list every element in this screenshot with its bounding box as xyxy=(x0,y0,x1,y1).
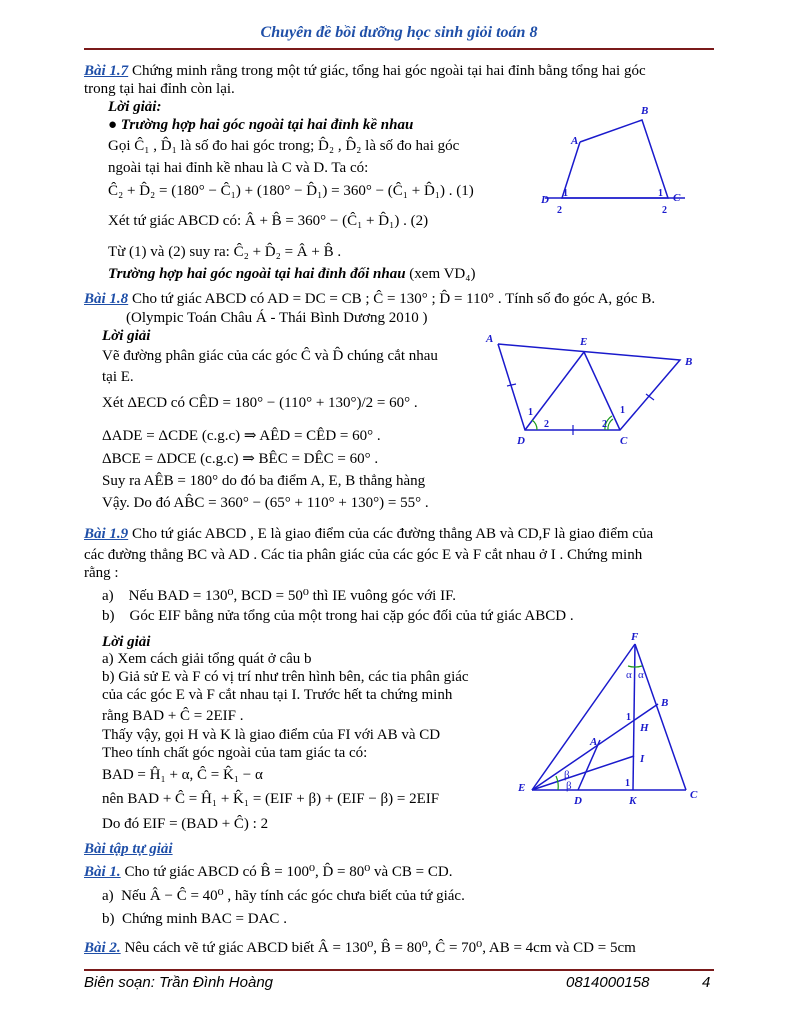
b19-FE xyxy=(532,644,635,790)
b19-label-B: B xyxy=(661,697,669,709)
b17-case2-note: (xem VD₄) xyxy=(405,266,476,282)
b19-line3: của các góc E và F cắt nhau tại I. Trước hết ta chứng minh xyxy=(102,687,453,703)
b19-qb-label: b) xyxy=(102,608,115,624)
b18-quad xyxy=(498,344,680,430)
b17-statement-line2: trong tại hai đỉnh còn lại. xyxy=(84,81,235,97)
self-b2-label: Bài 2. xyxy=(84,940,121,956)
b18-line3: Xét ΔECD có CÊD = 180° − (110° + 130°)/2 = 60° . xyxy=(102,395,418,411)
b19-statement-line2: các đường thẳng BC và AD . Các tia phân giác của các góc E và F cắt nhau ở I . Chứng minh xyxy=(84,547,643,563)
b19-line2: b) Giả sử E và F có vị trí như trên hình bên, các tia phân giác xyxy=(102,669,469,685)
b19-angle-H1: 1 xyxy=(626,712,631,723)
self-b1b-line xyxy=(102,910,287,928)
b17-angle-D2: 2 xyxy=(557,205,562,216)
b19-label-C: C xyxy=(690,789,698,801)
b19-line8: nên BAD + Ĉ = Ĥ₁ + K̂₁ = (EIF + β) + (EIF − β) = 2EIF xyxy=(102,791,440,807)
b18-arc-C xyxy=(608,419,613,430)
b18-line5: ΔBCE = ΔDCE (c.g.c) ⇒ BÊC = DÊC = 60° . xyxy=(102,451,379,467)
b19-label-I: I xyxy=(640,753,645,765)
b18-label-A: A xyxy=(486,333,494,345)
b17-statement-line1 xyxy=(84,62,646,80)
b17-line5: Từ (1) và (2) suy ra: Ĉ₂ + D̂₂ = Â + B̂ . xyxy=(108,244,342,260)
b17-label-D: D xyxy=(541,194,549,206)
footer-phone: 0814000158 xyxy=(566,974,650,991)
b19-FK xyxy=(633,644,635,790)
self-practice-title: Bài tập tự giải xyxy=(84,841,173,857)
b19-line7: BAD = Ĥ₁ + α, Ĉ = K̂₁ − α xyxy=(102,767,263,783)
b19-label: Bài 1.9 xyxy=(84,526,129,542)
b19-line6: Theo tính chất góc ngoài của tam giác ta có: xyxy=(102,745,368,761)
b18-label-D: D xyxy=(517,435,525,447)
b17-case2-line xyxy=(108,265,476,283)
b19-alpha-1: α xyxy=(626,669,632,681)
b17-angle-C1: 1 xyxy=(658,188,663,199)
b19-text1: Cho tứ giác ABCD , E là giao điểm của các đường thẳng AB và CD,F là giao điểm của xyxy=(128,526,654,542)
b18-angle-C1: 1 xyxy=(620,405,625,416)
b19-label-F: F xyxy=(631,631,639,643)
b18-figure xyxy=(480,330,700,450)
footer-page-number: 4 xyxy=(702,974,711,991)
header-rule xyxy=(84,48,714,50)
b19-statement-line3: rằng : xyxy=(84,565,119,581)
footer-author: Biên soạn: Trần Đình Hoàng xyxy=(84,974,274,991)
b19-line5: Thấy vậy, gọi H và K là giao điểm của FI với AB và CD xyxy=(102,727,441,743)
b19-statement-line1 xyxy=(84,525,653,543)
self-b2-line xyxy=(84,939,636,957)
b17-label-A: A xyxy=(571,135,579,147)
page-header: Chuyên đề bồi dưỡng học sinh giỏi toán 8 xyxy=(260,24,538,41)
self-b1a-line xyxy=(102,887,465,905)
b17-label-C: C xyxy=(673,192,681,204)
b17-angle-C2: 2 xyxy=(662,205,667,216)
b18-label-E: E xyxy=(580,336,588,348)
b18-line6: Suy ra AÊB = 180° do đó ba điểm A, E, B thẳng hàng xyxy=(102,473,426,489)
b19-qa-label: a) xyxy=(102,588,114,604)
b18-statement-line2: (Olympic Toán Châu Á - Thái Bình Dương 2010 ) xyxy=(126,310,428,326)
b18-line7: Vậy. Do đó AB̂C = 360° − (65° + 110° + 130°) = 55° . xyxy=(102,495,429,511)
self-b1-line xyxy=(84,863,452,881)
b19-qa-text: Nếu BAD = 130⁰, BCD = 50⁰ thì IE vuông góc với IF. xyxy=(128,588,456,604)
self-b1b-label: b) xyxy=(102,911,115,927)
b18-angle-D1: 1 xyxy=(528,407,533,418)
b19-angle-K1: 1 xyxy=(625,778,630,789)
b18-line1: Vẽ đường phân giác của các góc Ĉ và D̂ chúng cắt nhau xyxy=(102,348,438,364)
self-b1a-text: Nếu Â − Ĉ = 40⁰ , hãy tính các góc chưa biết của tứ giác. xyxy=(121,888,465,904)
b18-label: Bài 1.8 xyxy=(84,291,129,307)
b17-line1: Gọi Ĉ₁ , D̂₁ là số đo hai góc trong; D̂₂ , D̂₂ là số đo hai góc xyxy=(108,138,460,154)
b19-arc-E xyxy=(556,776,558,790)
b18-label-C: C xyxy=(620,435,628,447)
b18-label-B: B xyxy=(685,356,693,368)
b19-EI xyxy=(532,756,634,790)
b19-label-A: A xyxy=(590,736,598,748)
b17-angle-D1: 1 xyxy=(563,188,568,199)
self-b1b-text: Chứng minh BAC = DAC . xyxy=(122,911,287,927)
b18-line2: tại E. xyxy=(102,369,134,385)
self-b1a-label: a) xyxy=(102,888,114,904)
b19-question-b xyxy=(102,607,574,625)
b17-figure xyxy=(535,100,695,220)
b17-label: Bài 1.7 xyxy=(84,63,129,79)
b17-text1: Chứng minh rằng trong một tứ giác, tổng hai góc ngoài tại hai đỉnh bằng tổng hai góc xyxy=(128,63,646,79)
self-b1-text: Cho tứ giác ABCD có B̂ = 100⁰, D̂ = 80⁰ và CB = CD. xyxy=(120,864,453,880)
b18-angle-D2: 2 xyxy=(544,419,549,430)
b19-label-E: E xyxy=(518,782,526,794)
b17-label-B: B xyxy=(641,105,649,117)
b18-angle-C2: 2 xyxy=(602,419,607,430)
b18-statement-line1 xyxy=(84,290,655,308)
b19-alpha-2: α xyxy=(638,669,644,681)
self-b1-label: Bài 1. xyxy=(84,864,121,880)
b17-quad xyxy=(562,120,668,198)
b18-solution-heading: Lời giải xyxy=(102,328,151,344)
b18-arc-D xyxy=(532,420,537,430)
self-b2-text: Nêu cách vẽ tứ giác ABCD biết Â = 130⁰, B̂ = 80⁰, Ĉ = 70⁰, AB = 4cm và CD = 5cm xyxy=(120,940,636,956)
b19-solution-heading: Lời giải xyxy=(102,634,151,650)
b19-line1: a) Xem cách giải tổng quát ở câu b xyxy=(102,651,312,667)
b19-line9: Do đó EIF = (BAD + Ĉ) : 2 xyxy=(102,816,269,832)
b19-line4: rằng BAD + Ĉ = 2EIF . xyxy=(102,708,244,724)
b19-label-K: K xyxy=(629,795,637,807)
b19-label-D: D xyxy=(574,795,582,807)
b19-figure xyxy=(510,628,710,813)
b17-line3: Ĉ₂ + D̂₂ = (180° − Ĉ₁) + (180° − D̂₁) = 360° − (Ĉ₁ + D̂₁) . (1) xyxy=(108,183,474,199)
b17-case1: ● Trường hợp hai góc ngoài tại hai đỉnh kề nhau xyxy=(108,117,414,133)
b19-beta-2: β xyxy=(566,780,572,792)
b17-case2: Trường hợp hai góc ngoài tại hai đỉnh đối nhau xyxy=(108,266,406,282)
b17-line4: Xét tứ giác ABCD có: Â + B̂ = 360° − (Ĉ₁ + D̂₁) . (2) xyxy=(108,213,429,229)
b19-FC xyxy=(635,644,686,790)
b18-DE xyxy=(525,352,584,430)
b19-qb-text: Góc EIF bằng nửa tổng của một trong hai cặp góc đối của tứ giác ABCD . xyxy=(129,608,574,624)
b19-beta-1: β xyxy=(564,769,570,781)
b18-line4: ΔADE = ΔCDE (c.g.c) ⇒ AÊD = CÊD = 60° . xyxy=(102,428,381,444)
b19-question-a xyxy=(102,587,456,605)
b17-line2: ngoài tại hai đỉnh kề nhau là C và D. Ta có: xyxy=(108,160,369,176)
b19-label-H: H xyxy=(640,722,649,734)
b18-text1: Cho tứ giác ABCD có AD = DC = CB ; Ĉ = 130° ; D̂ = 110° . Tính số đo góc A, góc B. xyxy=(128,291,656,307)
footer-rule xyxy=(84,969,714,971)
b17-solution-heading: Lời giải: xyxy=(108,99,162,115)
